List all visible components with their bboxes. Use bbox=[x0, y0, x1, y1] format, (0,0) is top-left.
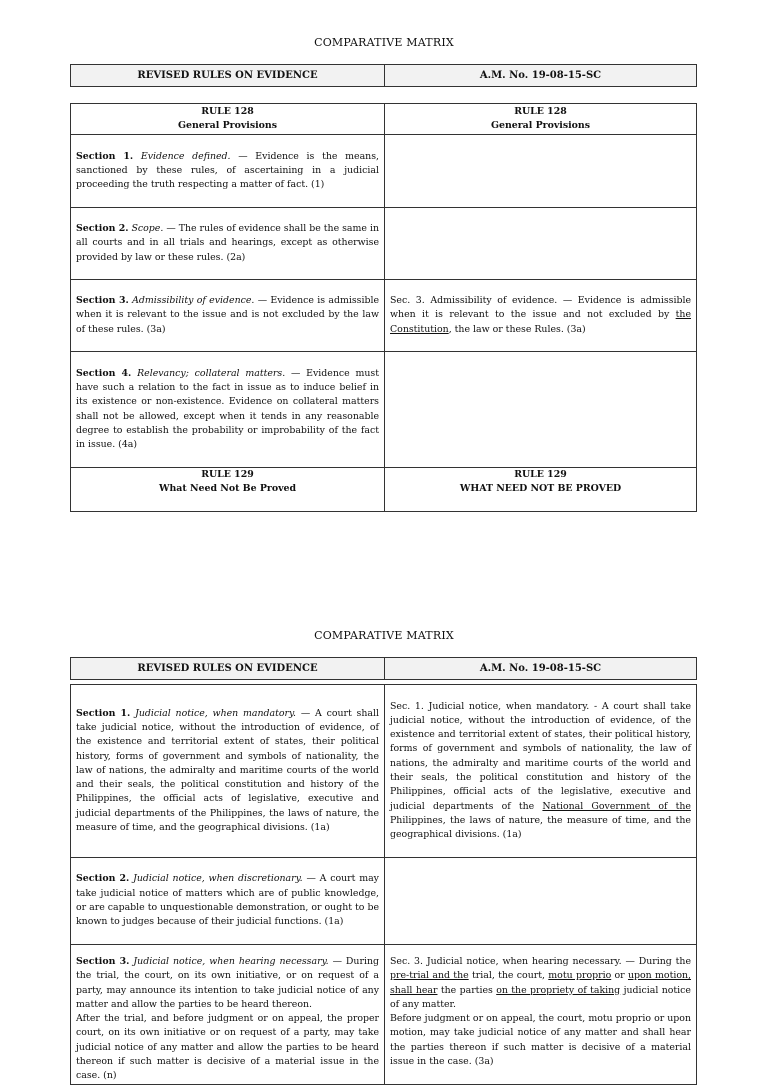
section-cell-left bbox=[71, 208, 385, 280]
section-text: judicial notice of any matter. bbox=[390, 984, 691, 1010]
section-number: Section 2. bbox=[76, 223, 129, 235]
section-text: Philippines, the laws of nature, the measure of time, and the geographical divisions. (1a) bbox=[390, 814, 691, 841]
section-text: — Evidence is admissible when it is relevant to the issue and is not excluded by the law of these rules. (3a) bbox=[76, 295, 380, 335]
amended-text: motu proprio bbox=[548, 970, 612, 982]
section-text: Sec. 1. Judicial notice, when mandatory. - A court shall take judicial notice, without the introduction of evidence, of the existence and territorial extent of states, their political history, forms of government and symbols of nationality, the law of nations, the admiralty and maritime courts of the world and their seals, the political constitution and history of the Philippines, official acts of the legislative, executive and judicial departments of the bbox=[390, 700, 691, 812]
comparative-table-rule-129 bbox=[70, 684, 697, 1085]
section-cell-left bbox=[71, 280, 385, 352]
table-row bbox=[71, 280, 697, 352]
section-title: Judicial notice, when mandatory. bbox=[135, 707, 297, 719]
section-cell-right bbox=[385, 945, 697, 1085]
matrix-header bbox=[70, 657, 697, 680]
amended-text: pre-trial and the bbox=[390, 970, 469, 982]
section-number: Section 1. bbox=[76, 150, 134, 162]
table-row bbox=[71, 104, 697, 135]
section-number: Section 1. bbox=[76, 707, 131, 719]
section-text: — During the trial, the court, on its own initiative, or on request of a party, may announce its intention to take judicial notice of any matter and allow the parties to be heard thereon. bbox=[76, 956, 379, 1010]
section-cell-left bbox=[71, 135, 385, 208]
header-left: REVISED RULES ON EVIDENCE bbox=[71, 65, 385, 86]
section-text: — Evidence must have such a relation to the fact in issue as to induce belief in its existence or non-existence. Evidence on collateral matters shall not be allowed, except when it tends in any reasonable degree to establish the probability or improbability of the fact in issue. (4a) bbox=[76, 367, 379, 451]
rule-number: RULE 128 bbox=[514, 106, 567, 117]
section-cell-right bbox=[385, 135, 697, 208]
section-text: or bbox=[611, 970, 628, 982]
section-cell-right bbox=[385, 208, 697, 280]
header-right: A.M. No. 19-08-15-SC bbox=[479, 70, 602, 81]
section-text: After the trial, and before judgment or on appeal, the proper court, on its own initiative or on request of a party, may take judicial notice of any matter and allow the parties to be heard thereon if such matter is decisive of a material issue in the case. (n) bbox=[76, 1013, 379, 1082]
section-title: Judicial notice, when discretionary. bbox=[133, 873, 303, 885]
section-title: Relevancy; collateral matters. bbox=[137, 367, 286, 379]
amended-text: on the propriety of taking bbox=[496, 984, 621, 996]
section-number: Section 2. bbox=[76, 873, 130, 885]
section-cell-left bbox=[71, 685, 385, 858]
section-title: Evidence defined. bbox=[140, 150, 231, 162]
section-cell-left bbox=[71, 858, 385, 945]
amended-text: National Government of the bbox=[542, 800, 691, 812]
section-title: Scope. bbox=[131, 223, 164, 235]
section-title: Admissibility of evidence. bbox=[132, 295, 255, 307]
section-title: Judicial notice, when hearing necessary. bbox=[133, 956, 329, 967]
section-cell-right bbox=[385, 685, 697, 858]
comparative-table-rule-128 bbox=[70, 103, 697, 512]
rule-subtitle: General Provisions bbox=[177, 120, 278, 131]
rule-heading-left bbox=[71, 104, 385, 135]
section-text: Before judgment or on appeal, the court, motu proprio or upon motion, may take judicial notice of any matter and shall hear the parties thereon if such matter is decisive of a material issue in the case. (3a) bbox=[390, 1013, 691, 1068]
rule-subtitle: General Provisions bbox=[490, 120, 591, 131]
section-text: Sec. 3. Judicial notice, when hearing necessary. — During the bbox=[390, 956, 691, 967]
table-row bbox=[71, 352, 697, 468]
rule-subtitle: WHAT NEED NOT BE PROVED bbox=[459, 483, 622, 494]
section-text: trial, the court, bbox=[468, 970, 549, 982]
section-text: — A court shall take judicial notice, without the introduction of evidence, of the existence and territorial extent of states, their political history, forms of government and symbols of nationality, the law of nations, the admiralty and maritime courts of the world and their seals, the political constitution and history of the Philippines, the official acts of legislative, executive and judicial departments of the Philippines, the laws of nature, the measure of time, and the geographical divisions. (1a) bbox=[76, 707, 379, 834]
rule-number: RULE 129 bbox=[514, 469, 567, 480]
header-right: A.M. No. 19-08-15-SC bbox=[479, 663, 602, 674]
table-row bbox=[71, 858, 697, 945]
section-cell-right bbox=[385, 352, 697, 468]
rule-number: RULE 128 bbox=[201, 106, 254, 117]
rule-subtitle: What Need Not Be Proved bbox=[158, 483, 297, 494]
amended-text: the Constitution bbox=[390, 309, 691, 335]
section-number: Section 3. bbox=[76, 295, 129, 307]
amended-text: upon motion, shall hear bbox=[390, 970, 692, 996]
table-row bbox=[71, 208, 697, 280]
header-left: REVISED RULES ON EVIDENCE bbox=[71, 658, 385, 679]
section-cell-right bbox=[385, 280, 697, 352]
page-title: COMPARATIVE MATRIX bbox=[314, 629, 454, 642]
table-row bbox=[71, 685, 697, 858]
rule-number: RULE 129 bbox=[201, 469, 254, 480]
section-cell-left bbox=[71, 352, 385, 468]
section-number: Section 3. bbox=[76, 956, 130, 967]
section-text: — The rules of evidence shall be the same in all courts and in all trials and hearings, except as otherwise provided by law or these rules. (2a) bbox=[76, 223, 379, 263]
table-row bbox=[71, 945, 697, 1085]
section-number: Section 4. bbox=[76, 367, 132, 379]
table-row bbox=[71, 468, 697, 512]
section-text: Sec. 3. Admissibility of evidence. — Evidence is admissible when it is relevant to the issue and not excluded by bbox=[390, 295, 691, 321]
rule-heading-right bbox=[385, 468, 697, 512]
section-text: , the law or these Rules. (3a) bbox=[448, 323, 586, 335]
section-cell-left bbox=[71, 945, 385, 1085]
section-text: — A court may take judicial notice of matters which are of public knowledge, or are capable to unquestionable demonstration, or ought to be known to judges because of their judicial functions. (1a) bbox=[76, 873, 379, 928]
section-text: the parties bbox=[437, 984, 497, 996]
table-row bbox=[71, 135, 697, 208]
rule-heading-left bbox=[71, 468, 385, 512]
matrix-header bbox=[70, 64, 697, 87]
section-cell-right bbox=[385, 858, 697, 945]
rule-heading-right bbox=[385, 104, 697, 135]
section-text: — Evidence is the means, sanctioned by these rules, of ascertaining in a judicial proceeding the truth respecting a matter of fact. (1) bbox=[76, 150, 379, 191]
page-title: COMPARATIVE MATRIX bbox=[314, 36, 454, 49]
